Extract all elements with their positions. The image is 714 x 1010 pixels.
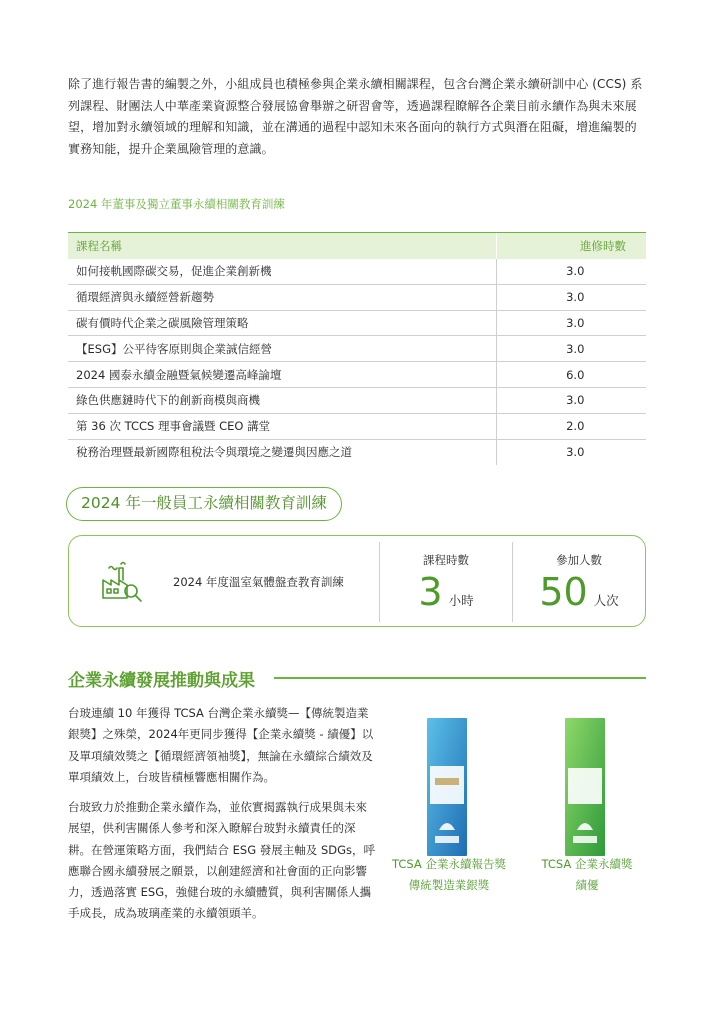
course-name: 2024 國泰永續金融暨氣候變遷高峰論壇 (68, 362, 496, 388)
factory-search-icon (97, 558, 147, 606)
hours-unit: 小時 (448, 593, 474, 608)
participants-label: 參加人數 (556, 553, 602, 567)
achievements-paragraph-1: 台玻連續 10 年獲得 TCSA 台灣企業永續獎—【傳統製造業 銀獎】之殊榮，2024年更同步獲得【企業永續獎 - 績優】以及單項績效獎之【循環經濟領袖獎】，無論在永續綜合績效及單項績效上，台玻皆積極響應相關作為。 (68, 706, 374, 784)
employee-course-name: 2024 年度溫室氣體盤查教育訓練 (173, 575, 344, 589)
table-row (68, 387, 646, 413)
course-name: 第 36 次 TCCS 理事會議暨 CEO 講堂 (68, 413, 496, 439)
participants-value-wrap (513, 570, 645, 623)
course-name: 如何接軌國際碳交易，促進企業創新機 (68, 259, 496, 285)
course-hours: 2.0 (496, 413, 646, 439)
table-header-row (68, 233, 646, 259)
table-row (68, 284, 646, 310)
table-row (68, 439, 646, 465)
board-training-title: 2024 年董事及獨立董事永續相關教育訓練 (68, 197, 285, 211)
employee-training-title: 2024 年一般員工永續相關教育訓練 (66, 487, 342, 521)
award-caption-line2: 績優 (575, 878, 599, 892)
header-hours: 進修時數 (496, 233, 646, 259)
course-hours: 3.0 (496, 284, 646, 310)
intro-paragraph: 除了進行報告書的編製之外，小組成員也積極參與企業永續相關課程，包含台灣企業永續研訓中心 (CCS) 系列課程、財團法人中華產業資源整合發展協會舉辦之研習會等，透過課程瞭解各企業目前永續作為與未來展望，增加對永續領域的理解和知識，並在溝通的過程中認知未來各面向的執行方式與潛在阻礙，增進編製的實務知能，提升企業風險管理的意識。 (68, 77, 643, 156)
hours-metric (380, 536, 512, 628)
hours-label: 課程時數 (423, 553, 469, 567)
board-training-table (68, 232, 646, 465)
course-name: 【ESG】公平待客原則與企業誠信經營 (68, 336, 496, 362)
award-caption (532, 854, 642, 896)
award-caption-line1: TCSA 企業永續報告獎 (392, 857, 506, 871)
achievements-paragraph-2: 台玻致力於推動企業永續作為，並依實揭露執行成果與未來展望，供利害關係人參考和深入瞭解台玻對永續責任的深耕。在營運策略方面，我們結合 ESG 發展主軸及 SDGs，呼應聯合國永續發展之願景，以創建經濟和社會面的正向影響力，透過落實 ESG，強健台玻的永續體質，與利害關係人攜手成長，成為玻璃產業的永續領頭羊。 (68, 800, 375, 921)
header-course-name: 課程名稱 (68, 233, 496, 259)
participants-value: 50 (539, 570, 588, 614)
course-name: 稅務治理暨最新國際租稅法令與環境之變遷與因應之道 (76, 445, 352, 460)
award-caption-line1: TCSA 企業永續獎 (541, 857, 633, 871)
course-hours: 3.0 (496, 387, 646, 413)
award-trophy-image (565, 718, 605, 856)
participants-unit: 人次 (593, 593, 619, 608)
course-name: 碳有價時代企業之碳風險管理策略 (68, 310, 496, 336)
award-caption (384, 854, 514, 896)
table-row (68, 336, 646, 362)
course-hours: 6.0 (496, 362, 646, 388)
course-hours: 3.0 (496, 259, 646, 285)
table-row (68, 310, 646, 336)
course-hours: 3.0 (496, 439, 646, 465)
table-row (68, 259, 646, 285)
course-name: 綠色供應鏈時代下的創新商模與商機 (68, 387, 496, 413)
title-rule (274, 677, 646, 679)
hours-value: 3 (418, 570, 443, 614)
employee-training-card (68, 535, 646, 627)
achievements-title: 企業永續發展推動與成果 (68, 671, 255, 691)
table-row (68, 362, 646, 388)
course-hours: 3.0 (496, 310, 646, 336)
participants-metric (513, 536, 645, 628)
table-row (68, 413, 646, 439)
course-name: 循環經濟與永續經營新趨勢 (68, 284, 496, 310)
course-hours: 3.0 (496, 336, 646, 362)
hours-value-wrap (380, 570, 512, 623)
award-caption-line2: 傳統製造業銀獎 (408, 878, 490, 892)
award-trophy-image (427, 718, 467, 856)
